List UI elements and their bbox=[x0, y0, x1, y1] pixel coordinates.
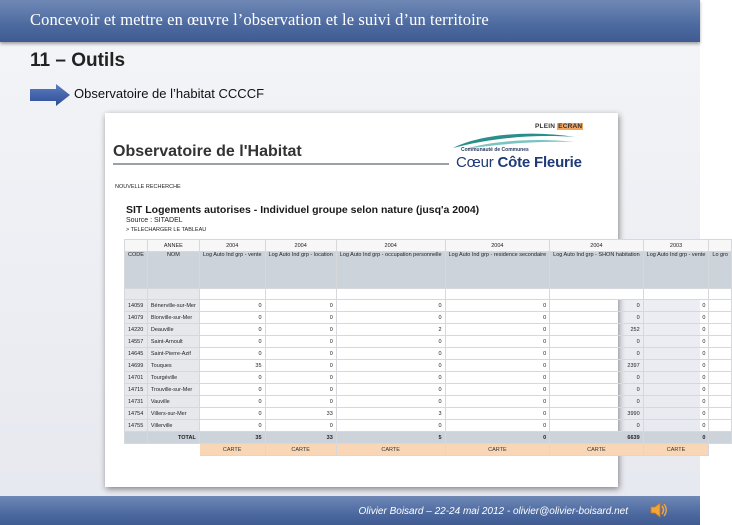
value-cell: 35 bbox=[199, 360, 265, 372]
total-value: 5 bbox=[336, 432, 445, 444]
table-row bbox=[125, 312, 732, 324]
value-cell: 0 bbox=[643, 384, 709, 396]
brand-subtitle: Communauté de Communes bbox=[461, 147, 529, 153]
commune-name: Villerville bbox=[147, 420, 199, 432]
value-cell: 3 bbox=[336, 408, 445, 420]
year-cell: 2004 bbox=[445, 240, 550, 252]
value-cell: 0 bbox=[643, 420, 709, 432]
commune-code: 14645 bbox=[125, 348, 148, 360]
value-cell: 0 bbox=[336, 312, 445, 324]
code-header: CODE bbox=[125, 252, 148, 289]
commune-name: Bénerville-sur-Mer bbox=[147, 300, 199, 312]
column-header: Log Auto Ind grp - SHON habitation bbox=[550, 252, 644, 289]
spacer-cell bbox=[199, 289, 265, 300]
value-cell: 0 bbox=[445, 396, 550, 408]
commune-code: 14557 bbox=[125, 336, 148, 348]
value-cell: 0 bbox=[550, 372, 644, 384]
value-cell: 0 bbox=[199, 384, 265, 396]
value-cell: 0 bbox=[445, 420, 550, 432]
value-cell: 0 bbox=[643, 360, 709, 372]
spacer-cell bbox=[125, 289, 148, 300]
value-cell: 0 bbox=[336, 384, 445, 396]
section-title: 11 – Outils bbox=[30, 50, 126, 71]
value-cell: 0 bbox=[336, 300, 445, 312]
corner-cell bbox=[125, 240, 148, 252]
value-cell bbox=[709, 324, 732, 336]
value-cell: 0 bbox=[336, 420, 445, 432]
value-cell: 0 bbox=[265, 372, 336, 384]
page-title: Observatoire de l'Habitat bbox=[113, 143, 302, 160]
value-cell: 0 bbox=[445, 324, 550, 336]
value-cell: 0 bbox=[643, 324, 709, 336]
spacer-cell bbox=[643, 289, 709, 300]
carte-link[interactable]: CARTE bbox=[445, 444, 550, 456]
carte-link bbox=[709, 444, 732, 456]
commune-code: 14059 bbox=[125, 300, 148, 312]
total-row bbox=[125, 432, 732, 444]
value-cell: 0 bbox=[643, 372, 709, 384]
plein-ecran-link[interactable]: PLEIN ECRAN bbox=[535, 123, 583, 130]
value-cell bbox=[709, 312, 732, 324]
value-cell: 2 bbox=[336, 324, 445, 336]
table-row bbox=[125, 384, 732, 396]
commune-name: Vauville bbox=[147, 396, 199, 408]
footer-text: Olivier Boisard – 22-24 mai 2012 - olivier@olivier-boisard.net bbox=[358, 506, 628, 517]
value-cell: 0 bbox=[445, 372, 550, 384]
commune-code: 14701 bbox=[125, 372, 148, 384]
value-cell: 0 bbox=[550, 420, 644, 432]
total-value: 0 bbox=[643, 432, 709, 444]
value-cell bbox=[709, 420, 732, 432]
commune-code: 14755 bbox=[125, 420, 148, 432]
carte-link[interactable]: CARTE bbox=[199, 444, 265, 456]
slide-subtitle: Observatoire de l’habitat CCCCF bbox=[74, 86, 265, 101]
table-row bbox=[125, 360, 732, 372]
value-cell: 0 bbox=[199, 348, 265, 360]
total-value: 0 bbox=[445, 432, 550, 444]
total-label: TOTAL bbox=[147, 432, 199, 444]
carte-link[interactable]: CARTE bbox=[265, 444, 336, 456]
table-source: Source : SITADEL bbox=[126, 217, 183, 224]
value-cell: 0 bbox=[199, 312, 265, 324]
year-cell: 2004 bbox=[336, 240, 445, 252]
year-row bbox=[125, 240, 732, 252]
value-cell: 3990 bbox=[550, 408, 644, 420]
value-cell bbox=[709, 336, 732, 348]
value-cell: 0 bbox=[265, 420, 336, 432]
value-cell: 0 bbox=[265, 360, 336, 372]
value-cell: 0 bbox=[336, 372, 445, 384]
column-header: Log Auto Ind grp - vente bbox=[199, 252, 265, 289]
spacer-cell bbox=[550, 289, 644, 300]
commune-code: 14715 bbox=[125, 384, 148, 396]
carte-link[interactable]: CARTE bbox=[336, 444, 445, 456]
data-table bbox=[124, 239, 732, 456]
carte-link[interactable]: CARTE bbox=[550, 444, 644, 456]
speaker-icon[interactable] bbox=[648, 499, 670, 521]
divider bbox=[113, 163, 449, 165]
commune-code: 14079 bbox=[125, 312, 148, 324]
spacer-row bbox=[125, 289, 732, 300]
table-title: SIT Logements autorises - Individuel groupe selon nature (jusq'a 2004) bbox=[126, 204, 480, 216]
value-cell bbox=[709, 408, 732, 420]
value-cell bbox=[709, 396, 732, 408]
year-cell: 2004 bbox=[550, 240, 644, 252]
value-cell: 0 bbox=[199, 372, 265, 384]
download-table-link[interactable]: > TELECHARGER LE TABLEAU bbox=[126, 227, 207, 233]
value-cell: 0 bbox=[265, 336, 336, 348]
column-header: Lo gro bbox=[709, 252, 732, 289]
total-value: 35 bbox=[199, 432, 265, 444]
table-row bbox=[125, 300, 732, 312]
year-cell bbox=[709, 240, 732, 252]
spacer-cell bbox=[265, 289, 336, 300]
commune-name: Touques bbox=[147, 360, 199, 372]
value-cell: 252 bbox=[550, 324, 644, 336]
value-cell: 0 bbox=[643, 336, 709, 348]
table-row bbox=[125, 396, 732, 408]
value-cell: 0 bbox=[265, 300, 336, 312]
value-cell: 0 bbox=[550, 396, 644, 408]
value-cell bbox=[709, 360, 732, 372]
commune-code: 14754 bbox=[125, 408, 148, 420]
value-cell: 0 bbox=[336, 360, 445, 372]
value-cell: 0 bbox=[445, 408, 550, 420]
total-value: 33 bbox=[265, 432, 336, 444]
nom-header: NOM bbox=[147, 252, 199, 289]
year-cell: 2004 bbox=[265, 240, 336, 252]
spacer-cell bbox=[445, 289, 550, 300]
value-cell: 33 bbox=[265, 408, 336, 420]
value-cell: 0 bbox=[643, 300, 709, 312]
total-value bbox=[709, 432, 732, 444]
table-row bbox=[125, 348, 732, 360]
value-cell: 0 bbox=[643, 312, 709, 324]
brand-logo-text: Cœur Côte Fleurie bbox=[456, 154, 582, 171]
value-cell: 0 bbox=[550, 336, 644, 348]
value-cell bbox=[709, 384, 732, 396]
total-blank bbox=[125, 432, 148, 444]
value-cell: 0 bbox=[265, 324, 336, 336]
value-cell: 0 bbox=[199, 336, 265, 348]
value-cell: 0 bbox=[445, 384, 550, 396]
blank-cell bbox=[125, 444, 148, 456]
total-value: 6639 bbox=[550, 432, 644, 444]
table-row bbox=[125, 324, 732, 336]
spacer-cell bbox=[147, 289, 199, 300]
value-cell: 2397 bbox=[550, 360, 644, 372]
commune-name: Villers-sur-Mer bbox=[147, 408, 199, 420]
carte-link[interactable]: CARTE bbox=[643, 444, 709, 456]
value-cell: 0 bbox=[643, 348, 709, 360]
table-row bbox=[125, 372, 732, 384]
column-header-row bbox=[125, 252, 732, 289]
value-cell: 0 bbox=[445, 312, 550, 324]
value-cell bbox=[709, 372, 732, 384]
value-cell: 0 bbox=[265, 348, 336, 360]
year-cell: 2004 bbox=[199, 240, 265, 252]
commune-code: 14699 bbox=[125, 360, 148, 372]
map-link-row bbox=[125, 444, 732, 456]
column-header: Log Auto Ind grp - occupation personnelle bbox=[336, 252, 445, 289]
value-cell bbox=[709, 300, 732, 312]
value-cell: 0 bbox=[445, 360, 550, 372]
value-cell: 0 bbox=[265, 384, 336, 396]
value-cell: 0 bbox=[445, 348, 550, 360]
commune-name: Trouville-sur-Mer bbox=[147, 384, 199, 396]
commune-name: Deauville bbox=[147, 324, 199, 336]
value-cell: 0 bbox=[445, 300, 550, 312]
commune-code: 14220 bbox=[125, 324, 148, 336]
value-cell: 0 bbox=[265, 312, 336, 324]
column-header: Log Auto Ind grp - vente bbox=[643, 252, 709, 289]
new-search-link[interactable]: NOUVELLE RECHERCHE bbox=[115, 184, 181, 190]
value-cell: 0 bbox=[265, 396, 336, 408]
blank-cell bbox=[147, 444, 199, 456]
value-cell: 0 bbox=[550, 348, 644, 360]
value-cell: 0 bbox=[199, 396, 265, 408]
commune-name: Saint-Pierre-Azif bbox=[147, 348, 199, 360]
table-row bbox=[125, 420, 732, 432]
column-header: Log Auto Ind grp - residence secondaire bbox=[445, 252, 550, 289]
value-cell: 0 bbox=[199, 300, 265, 312]
value-cell: 0 bbox=[199, 324, 265, 336]
spacer-cell bbox=[336, 289, 445, 300]
annee-header: ANNEE bbox=[147, 240, 199, 252]
value-cell: 0 bbox=[336, 348, 445, 360]
value-cell: 0 bbox=[550, 384, 644, 396]
commune-code: 14731 bbox=[125, 396, 148, 408]
column-header: Log Auto Ind grp - location bbox=[265, 252, 336, 289]
value-cell: 0 bbox=[643, 408, 709, 420]
commune-name: Blonville-sur-Mer bbox=[147, 312, 199, 324]
arrow-right-icon bbox=[30, 84, 70, 106]
value-cell: 0 bbox=[550, 300, 644, 312]
observatoire-screenshot bbox=[105, 113, 728, 487]
value-cell: 0 bbox=[336, 336, 445, 348]
value-cell: 0 bbox=[445, 336, 550, 348]
value-cell bbox=[709, 348, 732, 360]
year-cell: 2003 bbox=[643, 240, 709, 252]
table-row bbox=[125, 408, 732, 420]
value-cell: 0 bbox=[199, 420, 265, 432]
commune-name: Saint-Arnoult bbox=[147, 336, 199, 348]
value-cell: 0 bbox=[550, 312, 644, 324]
table-row bbox=[125, 336, 732, 348]
value-cell: 0 bbox=[336, 396, 445, 408]
spacer-cell bbox=[709, 289, 732, 300]
value-cell: 0 bbox=[643, 396, 709, 408]
slide-title: Concevoir et mettre en œuvre l’observation et le suivi d’un territoire bbox=[30, 10, 489, 29]
value-cell: 0 bbox=[199, 408, 265, 420]
commune-name: Tourgéville bbox=[147, 372, 199, 384]
